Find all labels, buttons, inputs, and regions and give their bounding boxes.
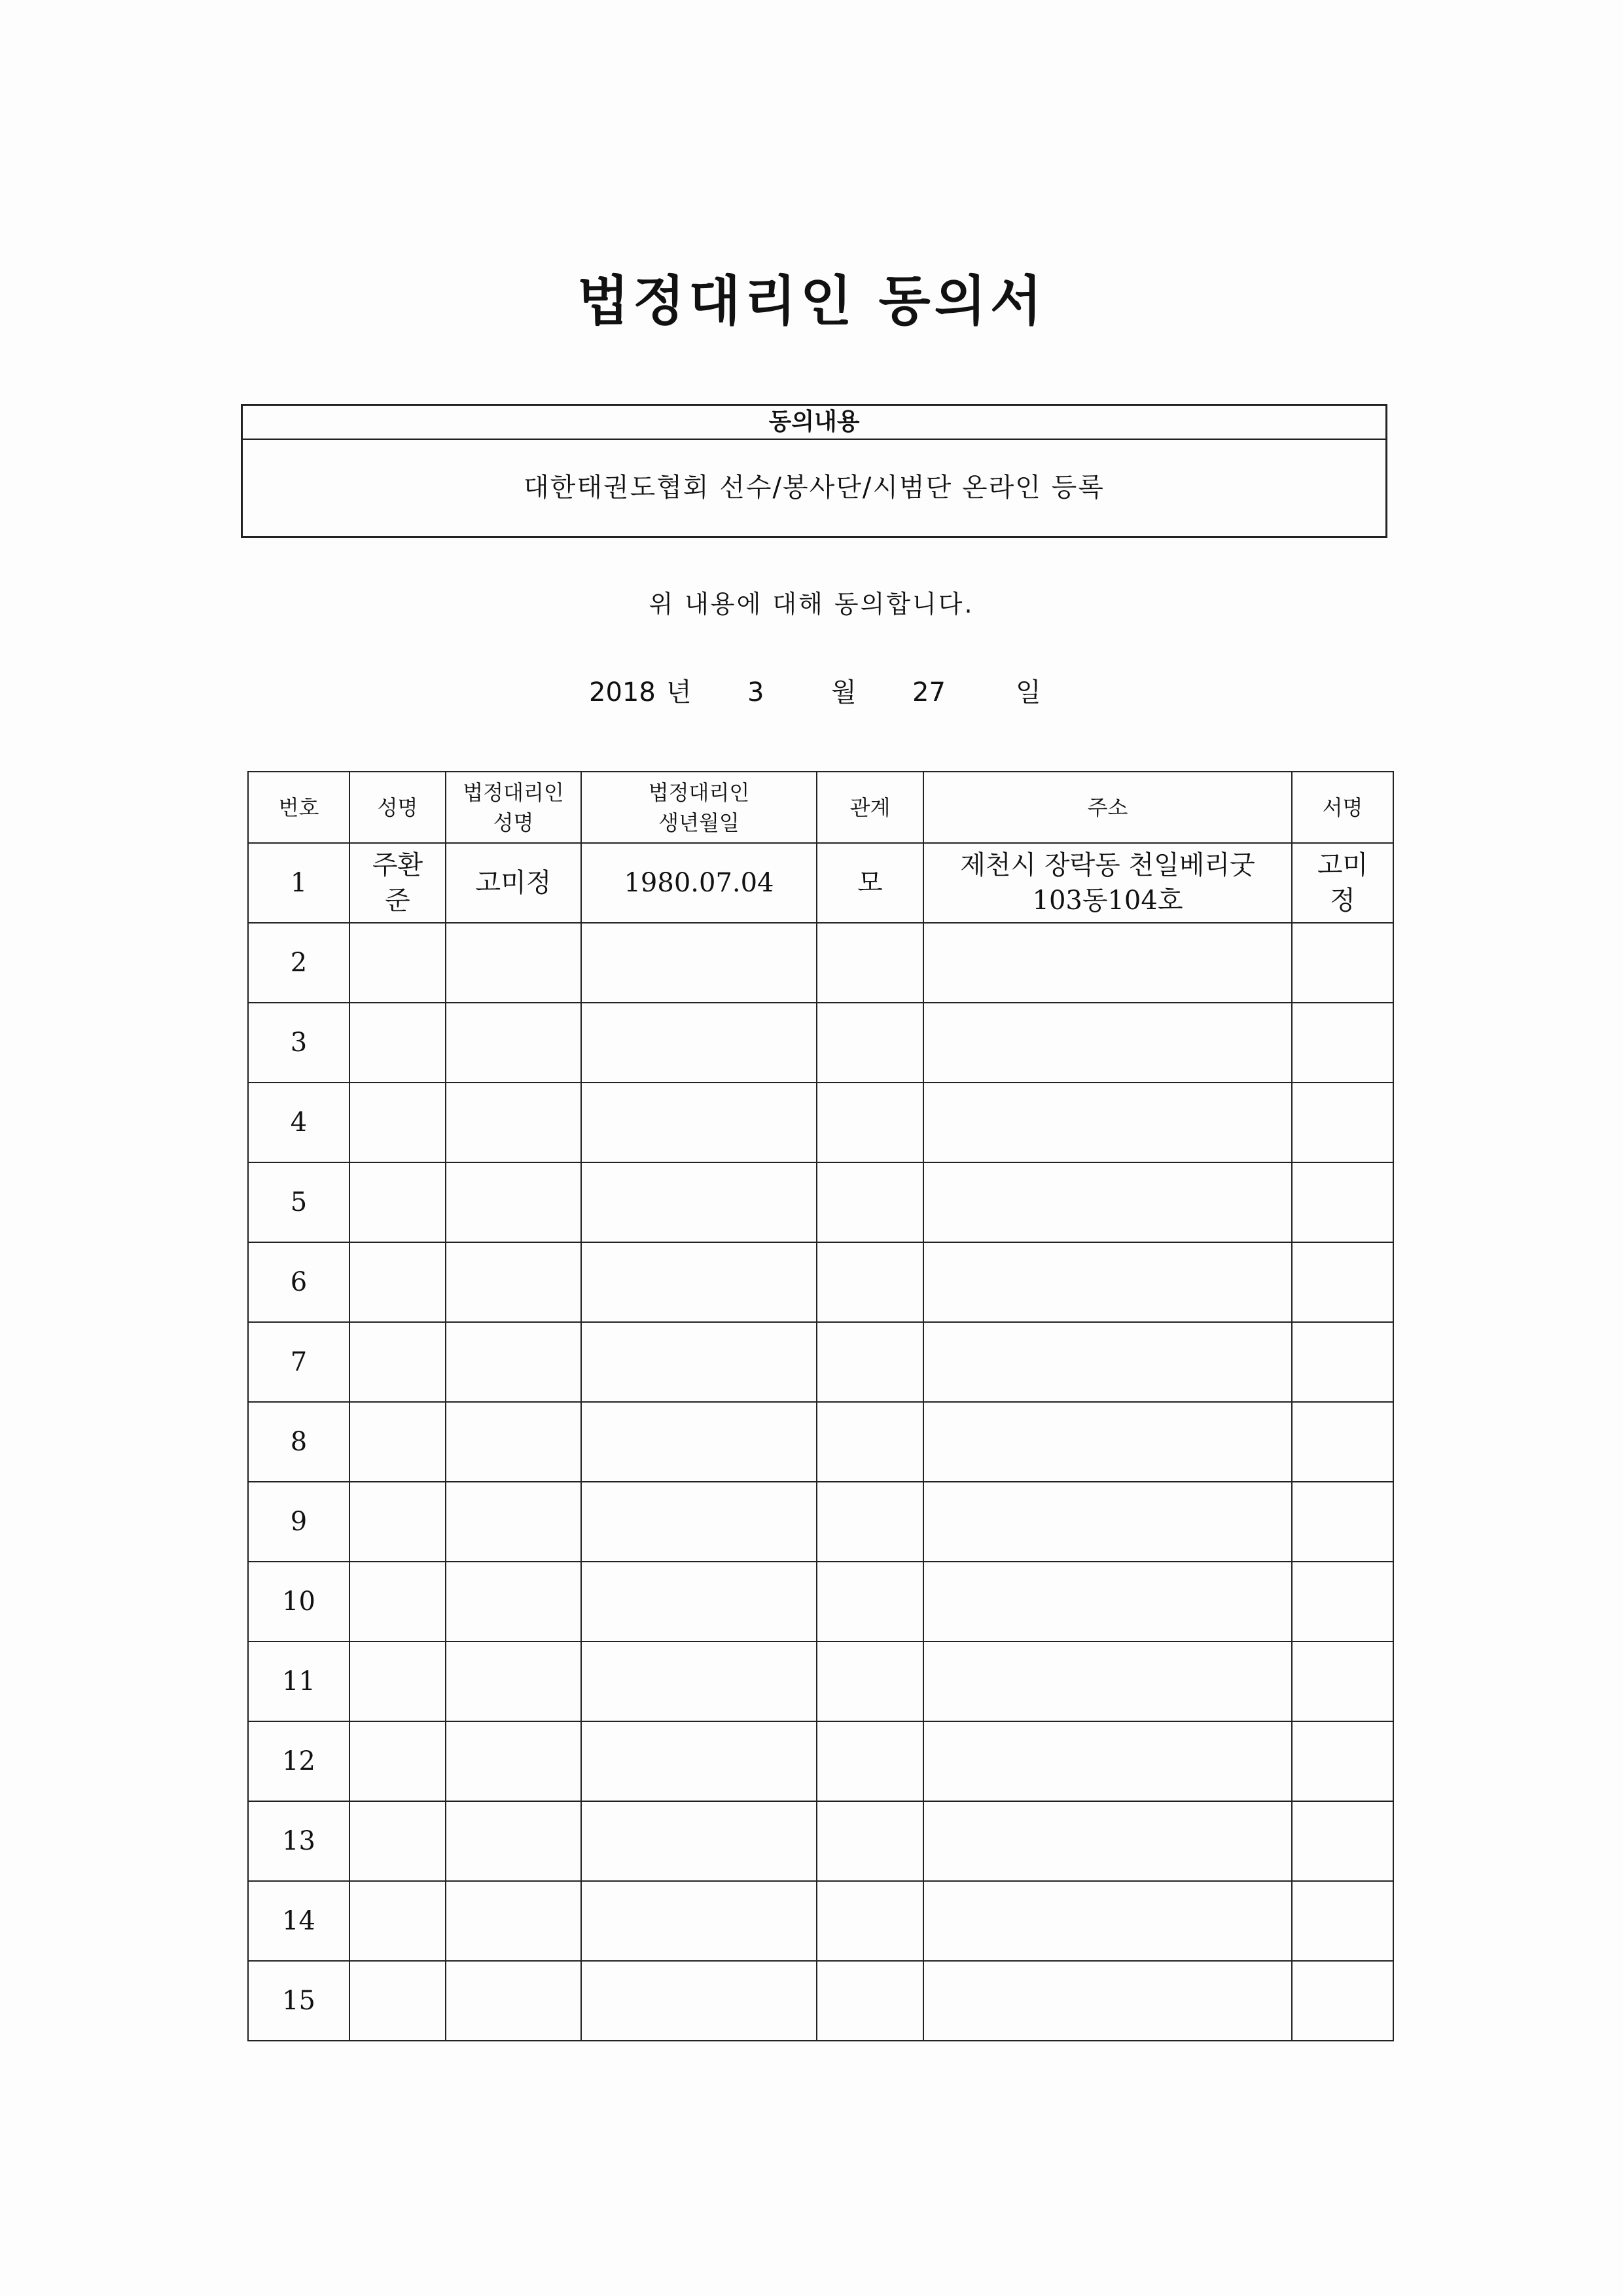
consent-content-text: 대한태권도협회 선수/봉사단/시범단 온라인 등록 xyxy=(524,473,1105,503)
table-row xyxy=(248,1402,1393,1482)
header-relation: 관계 xyxy=(817,772,923,843)
cell-address: 제천시 장락동 천일베리굿 103동104호 xyxy=(923,843,1292,923)
cell-address xyxy=(923,1242,1292,1322)
table-row xyxy=(248,1961,1393,2041)
cell-number: 5 xyxy=(248,1162,349,1242)
cell-relation xyxy=(817,1721,923,1801)
header-number: 번호 xyxy=(248,772,349,843)
cell-signature xyxy=(1292,1961,1393,2041)
cell-guardian-name xyxy=(446,1641,581,1721)
date-year: 2018 xyxy=(589,677,656,708)
table-row xyxy=(248,1322,1393,1402)
cell-address xyxy=(923,1641,1292,1721)
cell-name xyxy=(349,1562,446,1641)
cell-guardian-name xyxy=(446,1162,581,1242)
cell-signature xyxy=(1292,1562,1393,1641)
cell-number: 13 xyxy=(248,1801,349,1881)
cell-name xyxy=(349,1083,446,1162)
date-day: 27 xyxy=(912,677,946,708)
cell-address xyxy=(923,1322,1292,1402)
cell-signature xyxy=(1292,1003,1393,1083)
cell-signature xyxy=(1292,923,1393,1003)
cell-name xyxy=(349,1961,446,2041)
cell-number: 4 xyxy=(248,1083,349,1162)
cell-guardian-birth xyxy=(581,1881,817,1961)
table-header-row xyxy=(248,772,1393,843)
date-month-unit: 월 xyxy=(831,677,857,708)
cell-address xyxy=(923,1003,1292,1083)
table-row xyxy=(248,1641,1393,1721)
cell-signature xyxy=(1292,1482,1393,1562)
date-year-unit: 년 xyxy=(666,677,692,708)
table-row xyxy=(248,1881,1393,1961)
table-row xyxy=(248,843,1393,923)
cell-guardian-name xyxy=(446,923,581,1003)
cell-name xyxy=(349,1402,446,1482)
cell-guardian-name xyxy=(446,1801,581,1881)
cell-number: 14 xyxy=(248,1881,349,1961)
cell-address xyxy=(923,1961,1292,2041)
cell-guardian-birth xyxy=(581,1801,817,1881)
cell-number: 1 xyxy=(248,843,349,923)
cell-relation xyxy=(817,1881,923,1961)
cell-number: 8 xyxy=(248,1402,349,1482)
cell-address xyxy=(923,1162,1292,1242)
cell-name xyxy=(349,923,446,1003)
table-row xyxy=(248,1562,1393,1641)
cell-guardian-name xyxy=(446,1083,581,1162)
cell-address xyxy=(923,923,1292,1003)
cell-relation xyxy=(817,1162,923,1242)
cell-name xyxy=(349,1881,446,1961)
cell-guardian-name xyxy=(446,1003,581,1083)
cell-signature xyxy=(1292,1641,1393,1721)
cell-guardian-birth xyxy=(581,1322,817,1402)
table-row xyxy=(248,1083,1393,1162)
cell-guardian-birth xyxy=(581,1083,817,1162)
cell-relation xyxy=(817,923,923,1003)
header-signature: 서명 xyxy=(1292,772,1393,843)
table-row xyxy=(248,1801,1393,1881)
cell-address xyxy=(923,1482,1292,1562)
table-row xyxy=(248,1482,1393,1562)
cell-name xyxy=(349,1003,446,1083)
cell-guardian-birth xyxy=(581,1402,817,1482)
cell-name xyxy=(349,1721,446,1801)
cell-guardian-birth xyxy=(581,1242,817,1322)
cell-relation xyxy=(817,1562,923,1641)
cell-address xyxy=(923,1801,1292,1881)
cell-relation: 모 xyxy=(817,843,923,923)
cell-signature xyxy=(1292,1242,1393,1322)
cell-relation xyxy=(817,1961,923,2041)
cell-relation xyxy=(817,1083,923,1162)
cell-address xyxy=(923,1083,1292,1162)
cell-name: 주환준 xyxy=(349,843,446,923)
cell-guardian-name: 고미정 xyxy=(446,843,581,923)
cell-guardian-birth xyxy=(581,1003,817,1083)
cell-guardian-name xyxy=(446,1562,581,1641)
cell-relation xyxy=(817,1003,923,1083)
cell-number: 2 xyxy=(248,923,349,1003)
date-day-unit: 일 xyxy=(1016,677,1041,708)
cell-name xyxy=(349,1641,446,1721)
table-row xyxy=(248,1162,1393,1242)
agreement-statement: 위 내용에 대해 동의합니다. xyxy=(649,590,974,619)
table-row xyxy=(248,923,1393,1003)
date-month: 3 xyxy=(747,677,764,708)
cell-address xyxy=(923,1562,1292,1641)
document-title: 법정대리인 동의서 xyxy=(577,270,1046,332)
cell-name xyxy=(349,1801,446,1881)
cell-signature: 고미정 xyxy=(1292,843,1393,923)
cell-guardian-birth xyxy=(581,1641,817,1721)
cell-address xyxy=(923,1881,1292,1961)
table-row xyxy=(248,1242,1393,1322)
cell-signature xyxy=(1292,1801,1393,1881)
cell-signature xyxy=(1292,1881,1393,1961)
cell-number: 11 xyxy=(248,1641,349,1721)
table-row xyxy=(248,1003,1393,1083)
cell-guardian-name xyxy=(446,1482,581,1562)
cell-guardian-birth xyxy=(581,1562,817,1641)
cell-relation xyxy=(817,1402,923,1482)
cell-guardian-birth: 1980.07.04 xyxy=(581,843,817,923)
cell-relation xyxy=(817,1322,923,1402)
cell-number: 10 xyxy=(248,1562,349,1641)
cell-guardian-birth xyxy=(581,923,817,1003)
consent-content-box xyxy=(241,404,1387,538)
cell-guardian-birth xyxy=(581,1482,817,1562)
cell-signature xyxy=(1292,1083,1393,1162)
cell-address xyxy=(923,1721,1292,1801)
cell-guardian-birth xyxy=(581,1961,817,2041)
cell-number: 3 xyxy=(248,1003,349,1083)
cell-name xyxy=(349,1482,446,1562)
cell-guardian-name xyxy=(446,1242,581,1322)
cell-number: 15 xyxy=(248,1961,349,2041)
cell-guardian-name xyxy=(446,1402,581,1482)
cell-number: 12 xyxy=(248,1721,349,1801)
cell-name xyxy=(349,1242,446,1322)
cell-guardian-name xyxy=(446,1322,581,1402)
header-address: 주소 xyxy=(923,772,1292,843)
cell-address xyxy=(923,1402,1292,1482)
guardian-roster-table xyxy=(247,771,1394,2041)
cell-guardian-name xyxy=(446,1721,581,1801)
cell-signature xyxy=(1292,1322,1393,1402)
cell-number: 7 xyxy=(248,1322,349,1402)
cell-guardian-birth xyxy=(581,1162,817,1242)
cell-relation xyxy=(817,1242,923,1322)
cell-guardian-birth xyxy=(581,1721,817,1801)
header-name: 성명 xyxy=(349,772,446,843)
cell-signature xyxy=(1292,1721,1393,1801)
consent-content-header: 동의내용 xyxy=(243,406,1385,440)
header-guardian-name: 법정대리인 성명 xyxy=(446,772,581,843)
cell-guardian-name xyxy=(446,1961,581,2041)
cell-relation xyxy=(817,1801,923,1881)
cell-number: 6 xyxy=(248,1242,349,1322)
cell-signature xyxy=(1292,1402,1393,1482)
cell-relation xyxy=(817,1482,923,1562)
cell-name xyxy=(349,1322,446,1402)
cell-relation xyxy=(817,1641,923,1721)
cell-number: 9 xyxy=(248,1482,349,1562)
cell-guardian-name xyxy=(446,1881,581,1961)
cell-name xyxy=(349,1162,446,1242)
table-row xyxy=(248,1721,1393,1801)
header-guardian-birth: 법정대리인 생년월일 xyxy=(581,772,817,843)
cell-signature xyxy=(1292,1162,1393,1242)
